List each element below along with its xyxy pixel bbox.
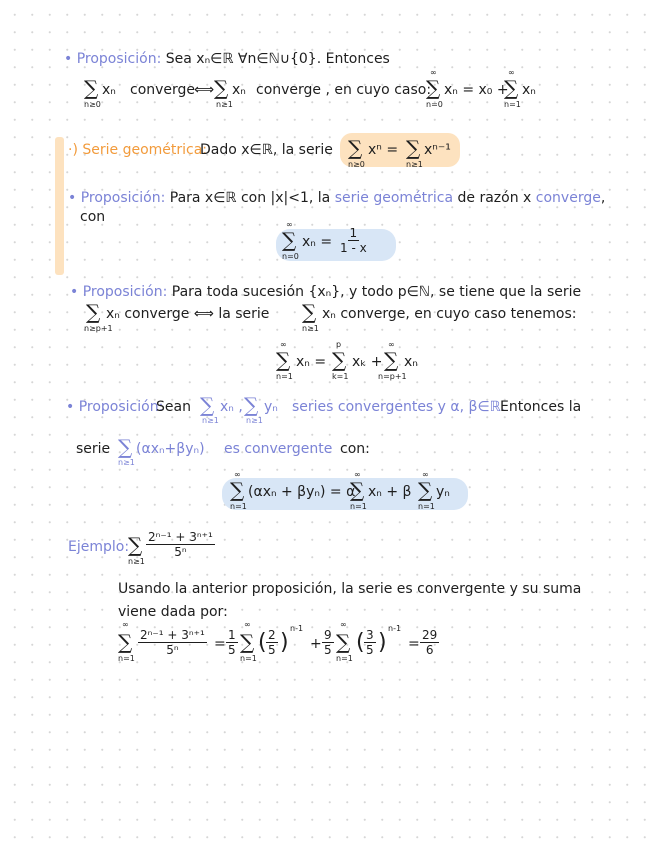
- fraction: [338, 226, 369, 255]
- example-header: [68, 526, 268, 570]
- sum-subscript: n≥1: [406, 160, 423, 169]
- sum-symbol: ∑: [336, 630, 351, 654]
- proposition-3-line-2: [84, 300, 604, 340]
- sum-subscript: n=p+1: [378, 372, 407, 381]
- fraction: [138, 628, 207, 657]
- result-fraction: [420, 628, 439, 657]
- proposition-3-line-1: [70, 283, 581, 301]
- sum-upper-limit: ∞: [422, 470, 429, 479]
- fraction-denominator: 5: [228, 643, 236, 657]
- equals-sign: =: [214, 636, 226, 652]
- example-text-line-1: Usando la anterior proposición, la serie es convergente y su suma: [118, 581, 582, 597]
- sum-term: (αxₙ+βyₙ): [136, 441, 205, 457]
- fraction-numerator: 1: [349, 226, 358, 240]
- example-label: Ejemplo:: [68, 539, 130, 555]
- proposition-1-middle: converge , en cuyo caso:: [256, 82, 432, 98]
- plus-sign: +: [310, 636, 322, 652]
- proposition-label: • Proposición:: [70, 284, 168, 300]
- sum-term: xₙ: [102, 82, 116, 98]
- con-text: con:: [340, 441, 370, 457]
- proposition-2-text-a: Para x∈ℝ con |x|<1, la: [169, 190, 331, 206]
- sum-symbol: ∑: [350, 478, 365, 502]
- example-result-formula: [118, 620, 458, 672]
- sum-subscript: n=0: [426, 100, 443, 109]
- geometric-series-intro: Dado x∈ℝ, la serie: [200, 142, 333, 158]
- sean-word: Sean: [156, 399, 191, 415]
- sum-term: xⁿ =: [368, 142, 399, 158]
- sum-upper-limit: ∞: [286, 220, 293, 229]
- entonces-text: Entonces la: [500, 399, 582, 415]
- paren-open: (: [356, 630, 365, 655]
- sum-symbol: ∑: [302, 300, 317, 324]
- sum-term: xₙ: [232, 82, 246, 98]
- geometric-series-definition: [68, 134, 488, 174]
- proposition-1-intro: Sea xₙ∈ℝ ∀n∈ℕ∪{0}. Entonces: [165, 51, 390, 67]
- paren-close: ): [378, 630, 387, 655]
- sum-term: xₙ =: [296, 354, 327, 370]
- sum-subscript: n=1: [350, 502, 367, 511]
- fraction-denominator: 5ⁿ: [174, 545, 187, 559]
- fraction: [266, 628, 278, 657]
- fraction-denominator: 5: [324, 643, 332, 657]
- sum-symbol: ∑: [276, 348, 291, 372]
- sum-symbol: ∑: [128, 533, 143, 557]
- fraction: [364, 628, 376, 657]
- sum-subscript: n=1: [276, 372, 293, 381]
- fraction-denominator: 5: [366, 643, 374, 657]
- sum-symbol: ∑: [418, 478, 433, 502]
- fraction-denominator: 1 - x: [340, 241, 367, 255]
- sum-symbol: ∑: [230, 478, 245, 502]
- geometric-series-highlight-bar: [55, 137, 64, 275]
- sum-symbol: ∑: [282, 228, 297, 252]
- equals-sign: =: [408, 636, 420, 652]
- fraction-numerator: 1: [228, 628, 236, 642]
- proposition-4-line-1: [66, 392, 596, 428]
- sum-symbol: ∑: [214, 76, 229, 100]
- sum-symbol: ∑: [504, 76, 519, 100]
- sum-upper-limit: ∞: [280, 340, 287, 349]
- sum-subscript: n=1: [230, 502, 247, 511]
- sum-subscript: k=1: [332, 372, 349, 381]
- fraction: [322, 628, 334, 657]
- sum-symbol: ∑: [384, 348, 399, 372]
- iff-arrow: ⟺: [194, 82, 215, 98]
- exponent: n-1: [388, 624, 402, 633]
- sum-symbol: ∑: [200, 393, 215, 417]
- sum-symbol: ∑: [86, 300, 101, 324]
- proposition-label: • Proposición:: [68, 190, 166, 206]
- sum-term: xₙ + β: [368, 484, 412, 500]
- sum-symbol: ∑: [348, 136, 363, 160]
- proposition-4-line-2: [76, 434, 396, 470]
- paren-close: ): [280, 630, 289, 655]
- comma: ,: [600, 190, 606, 206]
- proposition-1-line-1: [64, 50, 390, 68]
- proposition-1-formula: [84, 70, 564, 112]
- sum-term: xₙ ,: [220, 399, 243, 415]
- geometric-series-label: ·) Serie geométrica:: [68, 142, 208, 158]
- linearity-formula: [230, 470, 470, 520]
- proposition-2-line-1: [68, 189, 605, 207]
- fraction: [146, 530, 215, 559]
- sum-term: xₙ: [522, 82, 536, 98]
- proposition-2-line-2: con: [80, 209, 106, 225]
- geometric-series-term: serie geométrica: [334, 190, 454, 206]
- geometric-sum-formula: [282, 220, 402, 268]
- converge-term: converge: [535, 190, 601, 206]
- fraction-numerator: 3: [366, 628, 374, 642]
- fraction: [226, 628, 238, 657]
- sum-term: xₖ +: [352, 354, 383, 370]
- es-convergente-text: es convergente: [224, 441, 333, 457]
- sum-term: xₙ = x₀ +: [444, 82, 509, 98]
- sum-subscript: n=1: [418, 502, 435, 511]
- fraction-denominator: 5ⁿ: [166, 643, 179, 657]
- sum-term: (αxₙ + βyₙ) = α: [248, 484, 356, 500]
- sum-term: xₙ converge ⟺ la serie: [106, 306, 270, 322]
- sum-symbol: ∑: [406, 136, 421, 160]
- sum-upper-limit: ∞: [508, 68, 515, 77]
- sum-symbol: ∑: [244, 393, 259, 417]
- exponent: n-1: [290, 624, 304, 633]
- sum-subscript: n=1: [504, 100, 521, 109]
- example-text-line-2: viene dada por:: [118, 604, 228, 620]
- proposition-label: • Proposición:: [66, 399, 164, 415]
- sum-upper-limit: p: [336, 340, 342, 349]
- sum-subscript: n≥1: [216, 100, 233, 109]
- sum-upper-limit: ∞: [430, 68, 437, 77]
- proposition-label: • Proposición:: [64, 51, 162, 67]
- sum-term: xⁿ⁻¹: [424, 142, 451, 158]
- fraction-numerator: 2: [268, 628, 276, 642]
- sum-symbol: ∑: [426, 76, 441, 100]
- converge-word: converge: [130, 82, 196, 98]
- sum-upper-limit: ∞: [234, 470, 241, 479]
- sum-symbol: ∑: [118, 435, 133, 459]
- sum-term: xₙ: [404, 354, 418, 370]
- sum-upper-limit: ∞: [122, 620, 129, 629]
- fraction-numerator: 9: [324, 628, 332, 642]
- paren-open: (: [258, 630, 267, 655]
- sum-symbol: ∑: [84, 76, 99, 100]
- sum-subscript: n=1: [336, 654, 353, 663]
- sum-subscript: n≥1: [246, 416, 263, 425]
- fraction-denominator: 6: [425, 643, 434, 657]
- sum-subscript: n=1: [240, 654, 257, 663]
- sum-subscript: n≥1: [302, 324, 319, 333]
- fraction-numerator: 2ⁿ⁻¹ + 3ⁿ⁺¹: [148, 530, 213, 544]
- sum-subscript: n≥1: [128, 557, 145, 566]
- sum-term: yₙ: [264, 399, 278, 415]
- sum-term: xₙ =: [302, 234, 333, 250]
- sum-upper-limit: ∞: [244, 620, 251, 629]
- sum-symbol: ∑: [240, 630, 255, 654]
- series-convergentes-text: series convergentes y α, β∈ℝ.: [292, 399, 506, 415]
- fraction-denominator: 5: [268, 643, 276, 657]
- fraction-numerator: 2ⁿ⁻¹ + 3ⁿ⁺¹: [140, 628, 205, 642]
- sum-subscript: n=0: [282, 252, 299, 261]
- sum-subscript: n=1: [118, 654, 135, 663]
- proposition-2-text-c: de razón x: [457, 190, 532, 206]
- fraction-numerator: 29: [422, 628, 438, 642]
- sum-term: yₙ: [436, 484, 450, 500]
- sum-subscript: n≥p+1: [84, 324, 113, 333]
- sum-upper-limit: ∞: [340, 620, 347, 629]
- sum-upper-limit: ∞: [354, 470, 361, 479]
- serie-word: serie: [76, 441, 111, 457]
- sum-subscript: n≥0: [348, 160, 365, 169]
- proposition-3-text: Para toda sucesión {xₙ}, y todo p∈ℕ, se tiene que la serie: [171, 284, 582, 300]
- sum-upper-limit: ∞: [388, 340, 395, 349]
- sum-symbol: ∑: [118, 630, 133, 654]
- sum-symbol: ∑: [332, 348, 347, 372]
- sum-subscript: n≥0: [84, 100, 101, 109]
- proposition-3-formula: [276, 340, 476, 390]
- sum-term: xₙ converge, en cuyo caso tenemos:: [322, 306, 577, 322]
- sum-subscript: n≥1: [202, 416, 219, 425]
- sum-subscript: n≥1: [118, 458, 135, 467]
